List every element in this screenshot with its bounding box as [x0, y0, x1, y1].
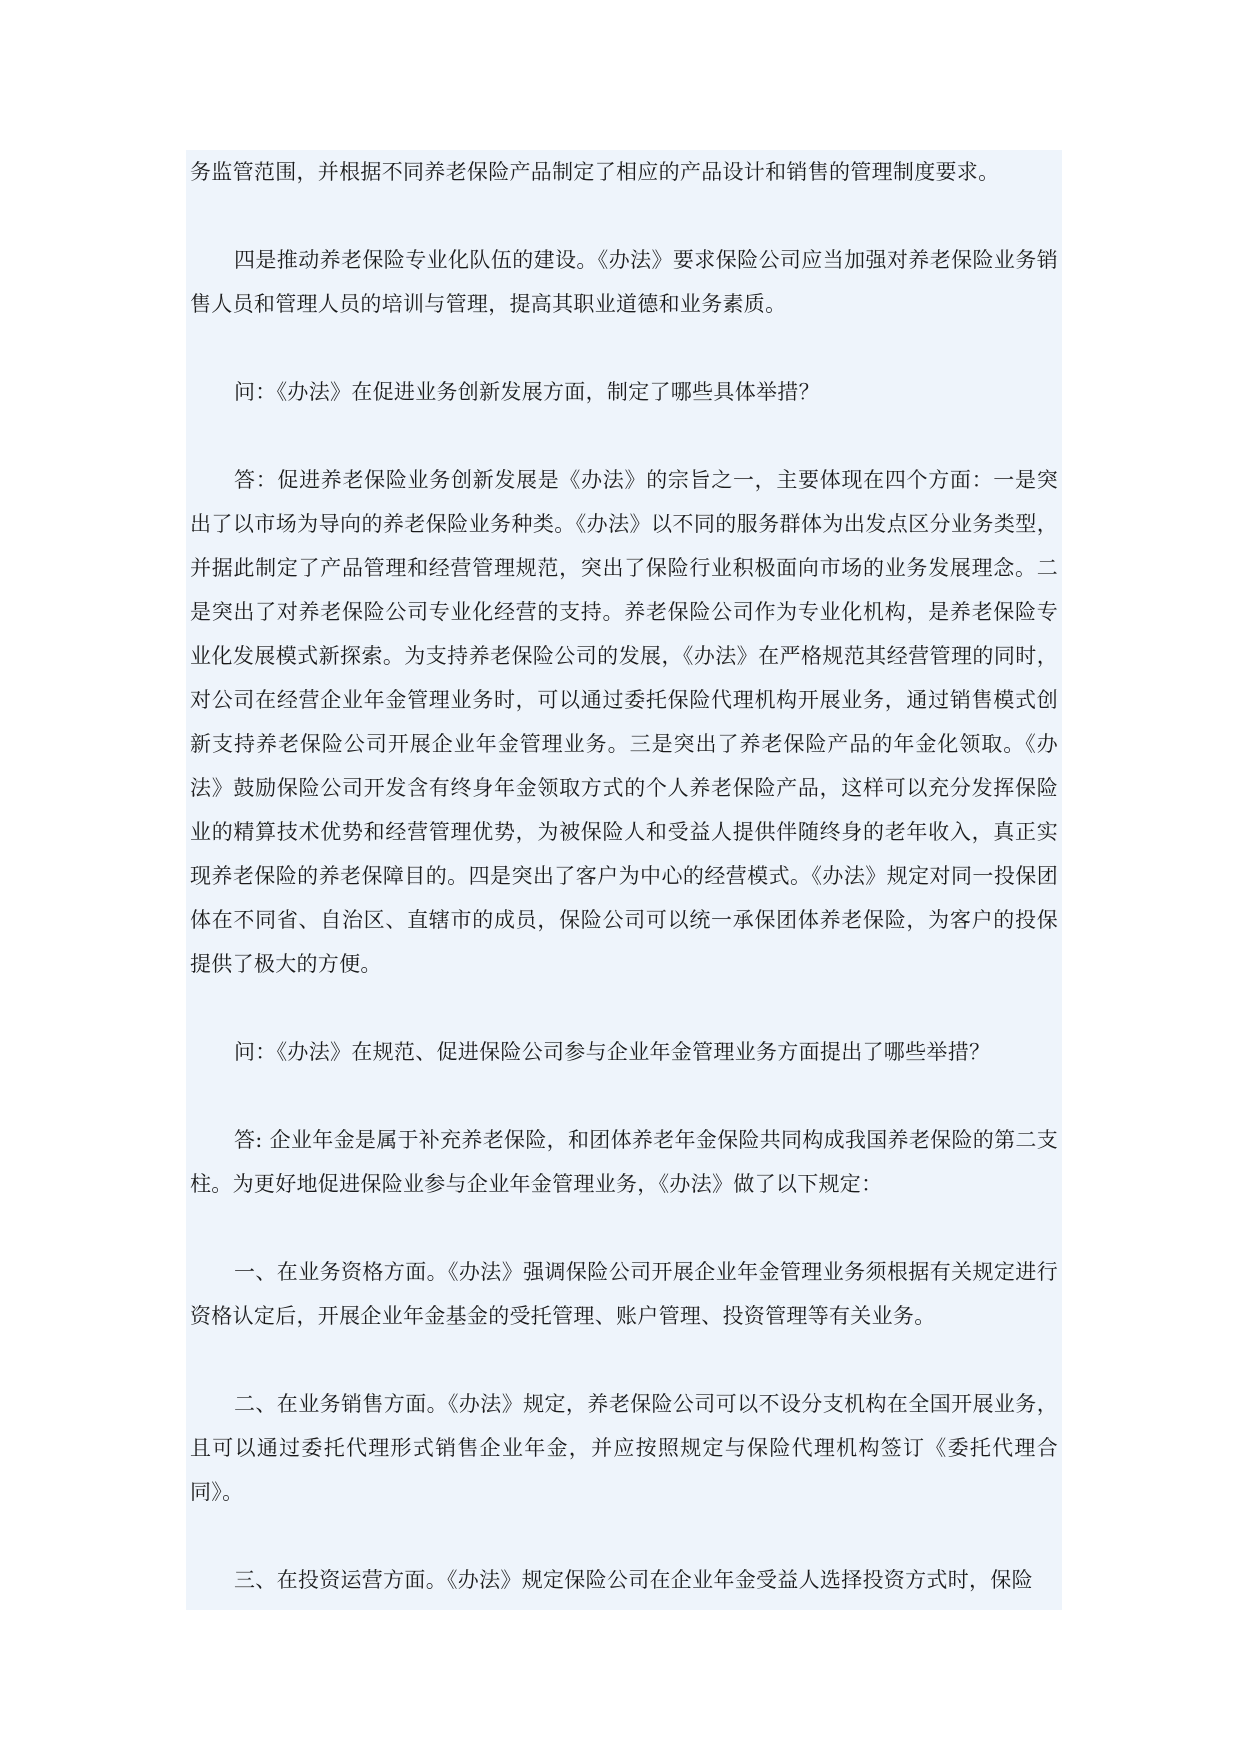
item-investment-operation: 三、在投资运营方面。《办法》规定保险公司在企业年金受益人选择投资方式时，保险 — [234, 1568, 1033, 1592]
paragraph-spacer — [190, 986, 1058, 1030]
paragraph-spacer — [190, 1206, 1058, 1250]
answer-innovation: 答：促进养老保险业务创新发展是《办法》的宗旨之一，主要体现在四个方面：一是突出了以市场为导向的养老保险业务种类。《办法》以不同的服务群体为出发点区分业务类型，并据此制定了产品管理和经营管理规范，突出了保险行业积极面向市场的业务发展理念。二是突出了对养老保险公司专业化经营的支持。养老保险公司作为专业化机构，是养老保险专业化发展模式新探索。为支持养老保险公司的发展，《办法》在严格规范其经营管理的同时，对公司在经营企业年金管理业务时，可以通过委托保险代理机构开展业务，通过销售模式创新支持养老保险公司开展企业年金管理业务。三是突出了养老保险产品的年金化领取。《办法》鼓励保险公司开发含有终身年金领取方式的个人养老保险产品，这样可以充分发挥保险业的精算技术优势和经营管理优势，为被保险人和受益人提供伴随终身的老年收入，真正实现养老保险的养老保障目的。四是突出了客户为中心的经营模式。《办法》规定对同一投保团体在不同省、自治区、直辖市的成员，保险公司可以统一承保团体养老保险，为客户的投保提供了极大的方便。 — [190, 468, 1058, 976]
question-innovation: 问：《办法》在促进业务创新发展方面，制定了哪些具体举措？ — [234, 380, 820, 404]
question-enterprise-annuity: 问：《办法》在规范、促进保险公司参与企业年金管理业务方面提出了哪些举措？ — [234, 1040, 991, 1064]
item-business-sales: 二、在业务销售方面。《办法》规定，养老保险公司可以不设分支机构在全国开展业务，且可以通过委托代理形式销售企业年金，并应按照规定与保险代理机构签订《委托代理合同》。 — [190, 1392, 1058, 1504]
paragraph-spacer — [190, 414, 1058, 458]
paragraph-spacer — [190, 194, 1058, 238]
article-body — [186, 150, 1062, 1610]
answer-enterprise-annuity: 答: 企业年金是属于补充养老保险，和团体养老年金保险共同构成我国养老保险的第二支柱。为更好地促进保险业参与企业年金管理业务，《办法》做了以下规定： — [190, 1128, 1058, 1196]
paragraph-spacer — [190, 1338, 1058, 1382]
paragraph-spacer — [190, 1074, 1058, 1118]
paragraph-continued: 务监管范围，并根据不同养老保险产品制定了相应的产品设计和销售的管理制度要求。 — [190, 160, 1000, 184]
item-business-qualification: 一、在业务资格方面。《办法》强调保险公司开展企业年金管理业务须根据有关规定进行资格认定后，开展企业年金基金的受托管理、账户管理、投资管理等有关业务。 — [190, 1260, 1058, 1328]
paragraph-spacer — [190, 1514, 1058, 1558]
paragraph-spacer — [190, 326, 1058, 370]
paragraph-point-four: 四是推动养老保险专业化队伍的建设。《办法》要求保险公司应当加强对养老保险业务销售人员和管理人员的培训与管理，提高其职业道德和业务素质。 — [190, 248, 1058, 316]
